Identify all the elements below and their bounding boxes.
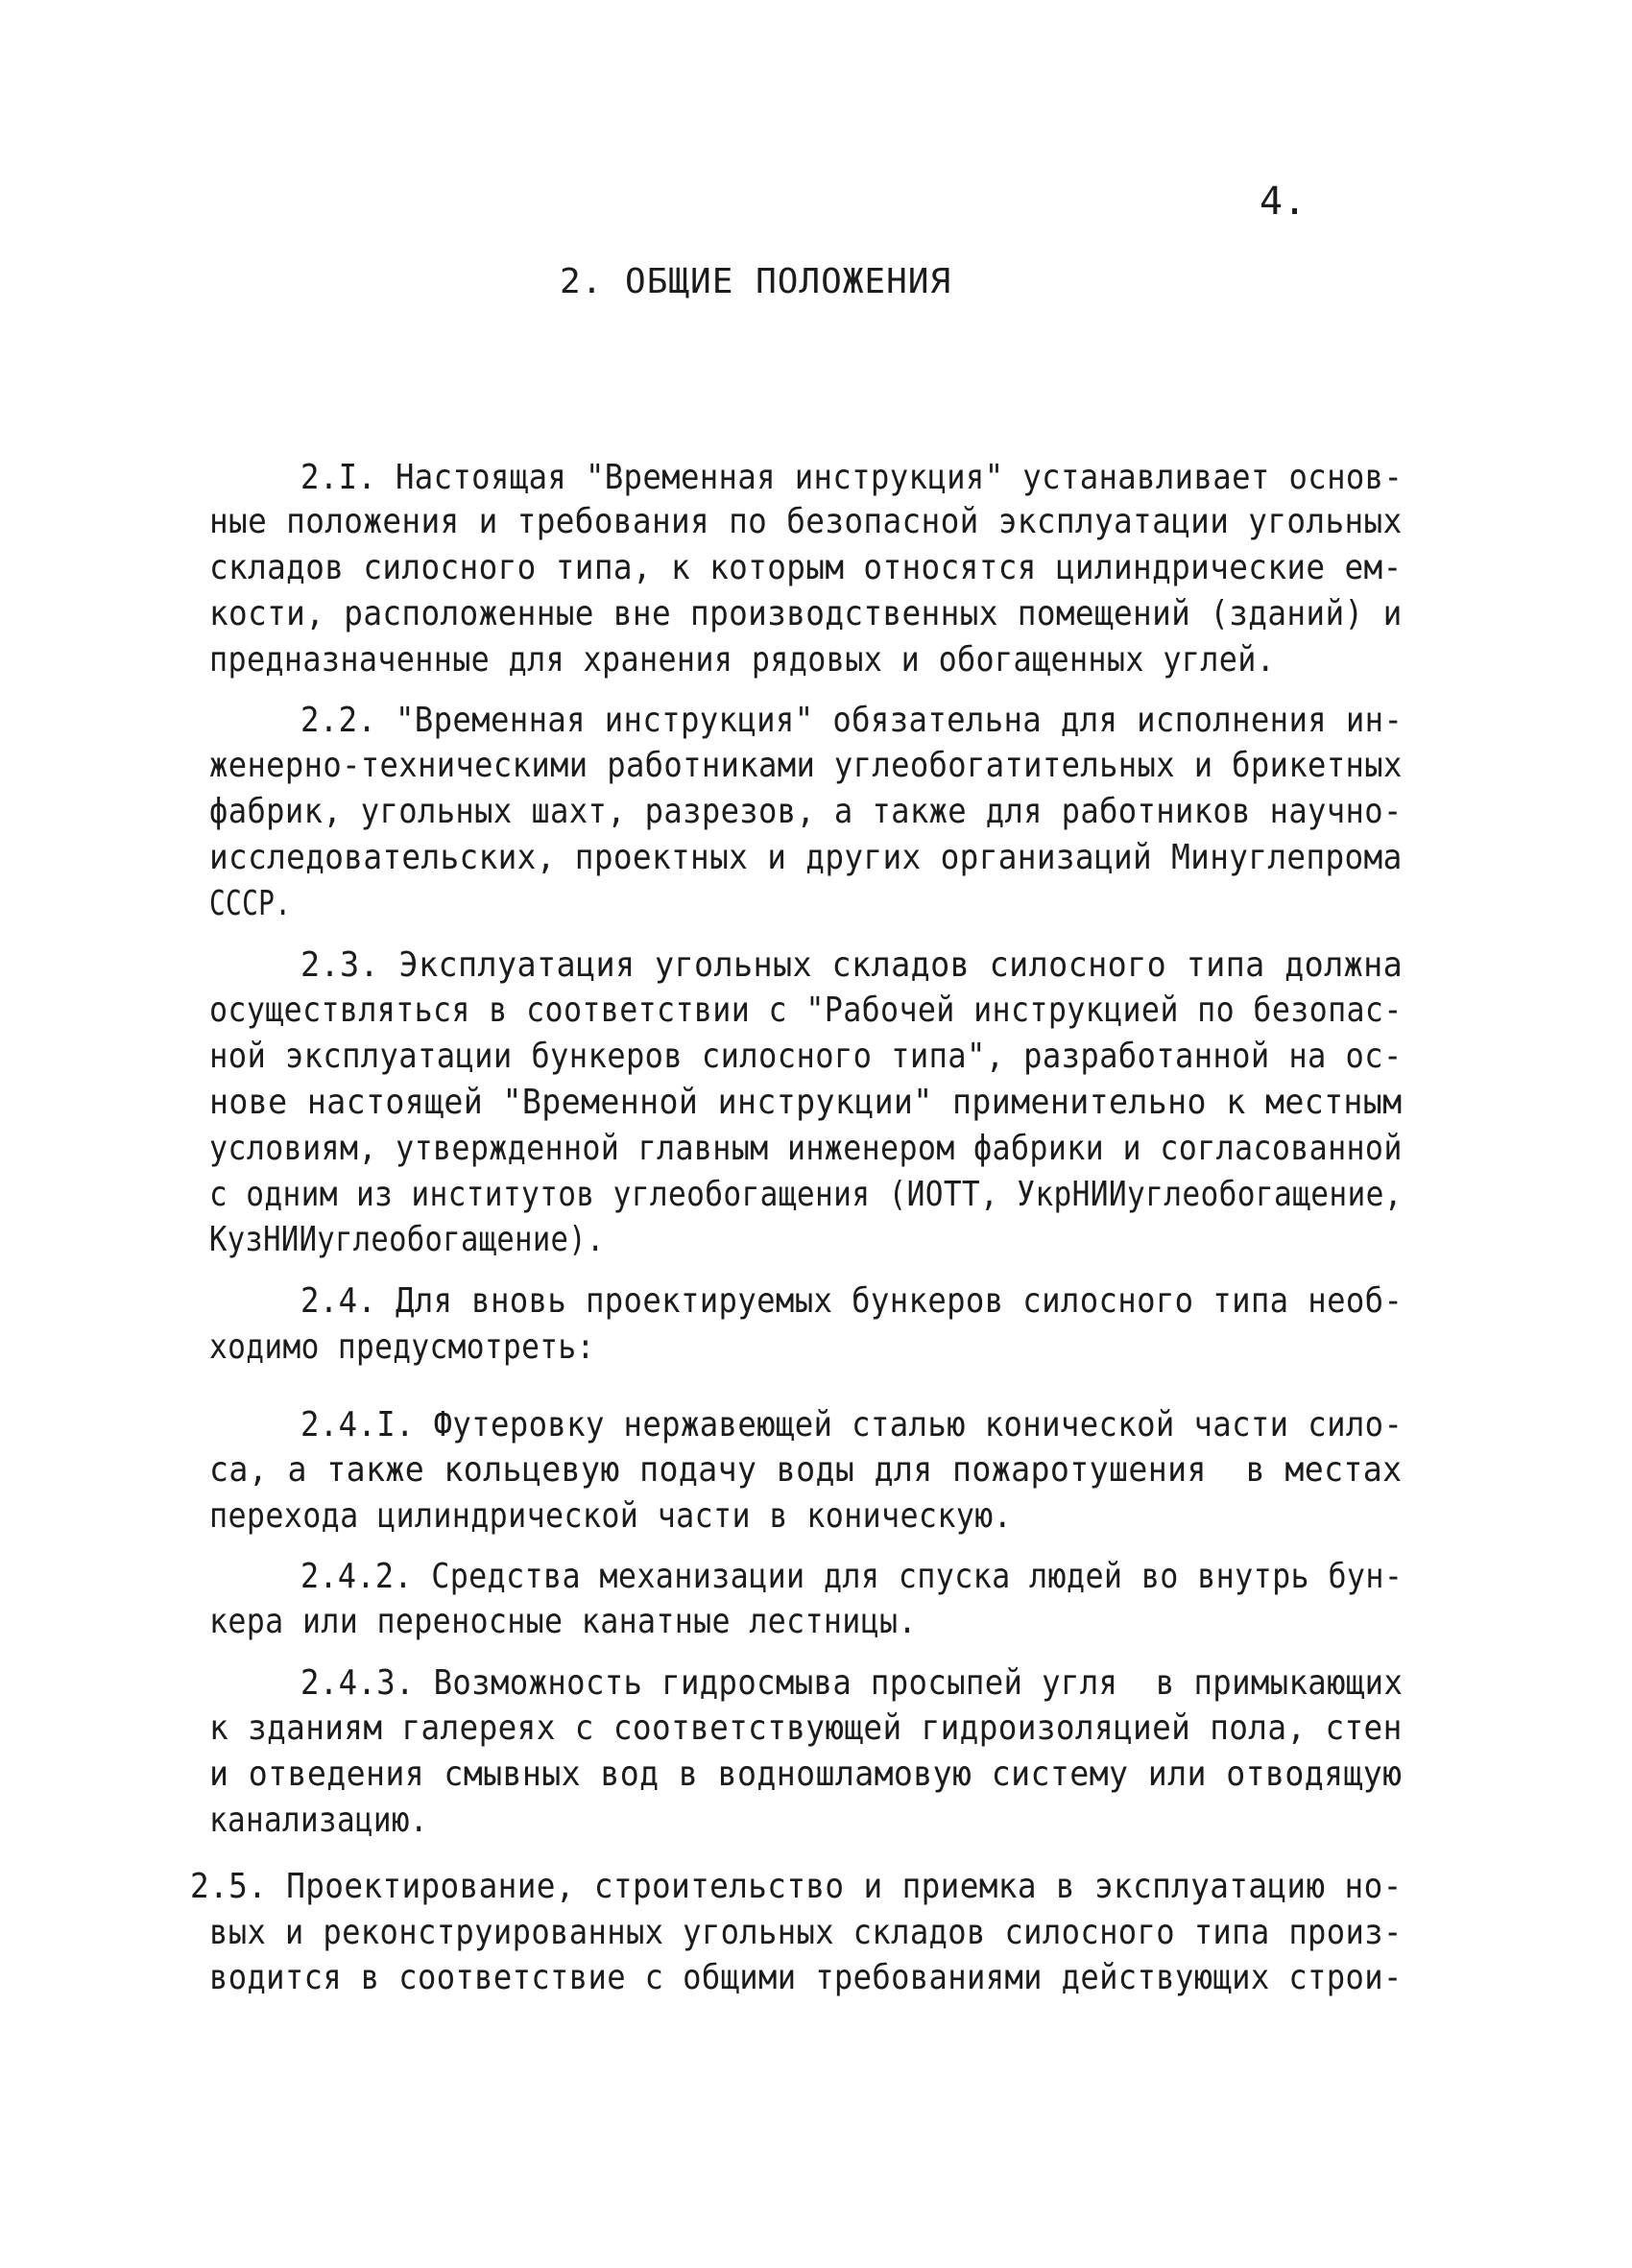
paragraph-2-2-line: исследовательских, проектных и других организаций Минуглепрома: [209, 838, 1403, 877]
paragraph-2-5-line: вых и реконструированных угольных складов силосного типа произ-: [209, 1913, 1403, 1952]
paragraph-2-4-line: 2.4. Для вновь проектируемых бункеров силосного типа необ-: [300, 1281, 1404, 1321]
paragraph-2-3-line: нове настоящей "Временной инструкции" применительно к местным: [209, 1083, 1403, 1122]
paragraph-2-3-line: КузНИИуглеобогащение).: [209, 1220, 605, 1259]
paragraph-2-4-3-line: 2.4.3. Возможность гидросмыва просыпей угля в примыкающих: [300, 1663, 1404, 1703]
paragraph-2-3-line: ной эксплуатации бункеров силосного типа", разработанной на ос-: [209, 1037, 1403, 1076]
paragraph-2-4-3-line: и отведения смывных вод в водношламовую систему или отводящую: [209, 1755, 1403, 1794]
paragraph-2-1-line: складов силосного типа, к которым относятся цилиндрические ем-: [209, 548, 1403, 587]
paragraph-2-1-line: предназначенные для хранения рядовых и обогащенных углей.: [209, 640, 1276, 680]
paragraph-2-3-line: условиям, утвержденной главным инженером фабрики и согласованной: [209, 1129, 1403, 1168]
paragraph-2-4-2-line: кера или переносные канатные лестницы.: [209, 1602, 917, 1641]
paragraph-2-1-line: ные положения и требования по безопасной эксплуатации угольных: [209, 502, 1403, 541]
paragraph-2-2-line: 2.2. "Временная инструкция" обязательна для исполнения ин-: [300, 701, 1404, 740]
paragraph-2-4-1-line: перехода цилиндрической части в коническую.: [209, 1496, 1013, 1536]
paragraph-2-2-line: женерно-техническими работниками углеобогатительных и брикетных: [209, 746, 1403, 785]
paragraph-2-4-1-line: са, а также кольцевую подачу воды для пожаротушения в местах: [209, 1450, 1403, 1490]
paragraph-2-4-3-line: к зданиям галереях с соответствующей гидроизоляцией пола, стен: [209, 1708, 1403, 1748]
page-number: 4.: [1260, 179, 1307, 224]
paragraph-2-1-line: 2.I. Настоящая "Временная инструкция" устанавливает основ-: [300, 458, 1404, 497]
paragraph-2-3-line: осуществляться в соответствии с "Рабочей инструкцией по безопас-: [209, 991, 1403, 1030]
paragraph-2-4-2-line: 2.4.2. Средства механизации для спуска людей во внутрь бун-: [300, 1557, 1404, 1596]
paragraph-2-4-3-line: канализацию.: [209, 1801, 428, 1840]
section-title: 2. ОБЩИЕ ПОЛОЖЕНИЯ: [560, 262, 952, 301]
paragraph-2-5-line: водится в соответствие с общими требованиями действующих строи-: [209, 1958, 1403, 1997]
paragraph-2-2-line: СССР.: [209, 884, 292, 923]
paragraph-2-1-line: кости, расположенные вне производственных помещений (зданий) и: [209, 594, 1403, 633]
paragraph-2-4-1-line: 2.4.I. Футеровку нержавеющей сталью конической части сило-: [300, 1405, 1404, 1444]
paragraph-2-2-line: фабрик, угольных шахт, разрезов, а также для работников научно-: [209, 792, 1403, 831]
paragraph-2-3-line: с одним из институтов углеобогащения (ИОТТ, УкрНИИуглеобогащение,: [209, 1175, 1403, 1214]
paragraph-2-3-line: 2.3. Эксплуатация угольных складов силосного типа должна: [300, 945, 1404, 985]
paragraph-2-5-line: 2.5. Проектирование, строительство и приемка в эксплуатацию но-: [190, 1867, 1403, 1906]
paragraph-2-4-line: ходимо предусмотреть:: [209, 1327, 595, 1367]
